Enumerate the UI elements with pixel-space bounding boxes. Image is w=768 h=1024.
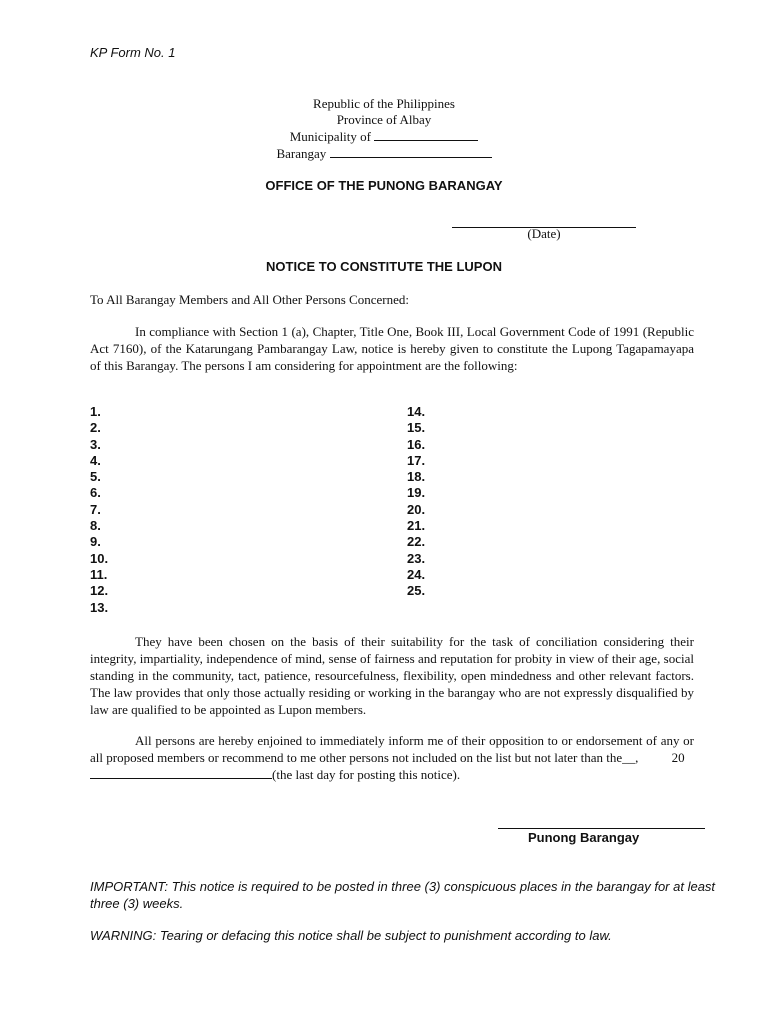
nominee-number: 9. <box>90 534 101 550</box>
paragraph-basis-text: They have been chosen on the basis of their suitability for the task of conciliation considering their integrity, impartiality, independence of mind, sense of fairness and reputation for probity in view of their age, social standing in the community, tact, patience, resourcefulness, flexibility, open mindedness and other relevant factors. The law provides that only those actually residing or working in the barangay who are not expressly disqualified by law are qualified to be appointed as Lupon members. <box>90 634 694 717</box>
nominee-number: 17. <box>407 452 426 468</box>
year-prefix: 20 <box>671 750 685 765</box>
nominee-number: 16. <box>407 436 426 452</box>
barangay-blank <box>330 145 492 158</box>
header-republic: Republic of the Philippines <box>313 96 455 111</box>
important-note: IMPORTANT: This notice is required to be posted in three (3) conspicuous places in the barangay for at least three (3) weeks. <box>90 879 716 911</box>
paragraph-enjoin <box>90 732 694 783</box>
nominee-number: 12. <box>90 583 109 599</box>
nominee-number: 18. <box>407 469 426 485</box>
paragraph-enjoin-text: All persons are hereby enjoined to immediately inform me of their opposition to or endorsement of any or all proposed members or recommend to me other persons not included on the list but not later than the__, <box>90 733 694 765</box>
nominee-number: 2. <box>90 420 101 436</box>
nominee-number: 8. <box>90 518 101 534</box>
nominee-number: 20. <box>407 501 426 517</box>
barangay-label: Barangay <box>276 146 327 161</box>
paragraph-compliance <box>90 323 694 374</box>
nominee-number: 21. <box>407 518 426 534</box>
nominee-number: 14. <box>407 404 426 419</box>
signature-label: Punong Barangay <box>528 830 640 845</box>
form-number: KP Form No. 1 <box>90 45 176 60</box>
nominee-list-left <box>90 404 108 616</box>
nominee-number: 11. <box>90 566 108 582</box>
nominee-number: 19. <box>407 485 426 501</box>
nominee-number: 6. <box>90 485 101 501</box>
header-municipality <box>0 128 768 145</box>
paragraph-enjoin-tail: (the last day for posting this notice). <box>272 767 461 782</box>
date-label: (Date) <box>527 226 561 241</box>
nominee-number: 13. <box>90 599 109 615</box>
header-province: Province of Albay <box>336 112 432 127</box>
nominee-number: 1. <box>90 404 101 419</box>
paragraph-basis <box>90 633 694 718</box>
signature-line <box>498 828 705 829</box>
notice-title: NOTICE TO CONSTITUTE THE LUPON <box>266 259 502 274</box>
municipality-blank <box>374 128 478 141</box>
nominee-number: 7. <box>90 501 101 517</box>
last-day-blank <box>90 766 272 779</box>
nominee-number: 23. <box>407 550 426 566</box>
nominee-number: 4. <box>90 452 101 468</box>
nominee-number: 5. <box>90 469 101 485</box>
salutation: To All Barangay Members and All Other Persons Concerned: <box>90 292 409 307</box>
nominee-list-right <box>407 404 425 600</box>
nominee-number: 25. <box>407 583 426 599</box>
nominee-number: 24. <box>407 566 426 582</box>
warning-note: WARNING: Tearing or defacing this notice shall be subject to punishment according to law. <box>90 928 612 943</box>
nominee-number: 10. <box>90 550 109 566</box>
nominee-number: 15. <box>407 420 426 436</box>
office-title: OFFICE OF THE PUNONG BARANGAY <box>265 178 503 193</box>
paragraph-compliance-text: In compliance with Section 1 (a), Chapter, Title One, Book III, Local Government Code of 1991 (Republic Act 7160), of the Katarungang Pambarangay Law, notice is hereby given to constitute the Lupong Tagapamayapa of this Barangay. The persons I am considering for appointment are the following: <box>90 324 694 373</box>
municipality-label: Municipality of <box>289 129 371 144</box>
nominee-number: 22. <box>407 534 426 550</box>
nominee-number: 3. <box>90 436 101 452</box>
header-barangay <box>0 145 768 162</box>
